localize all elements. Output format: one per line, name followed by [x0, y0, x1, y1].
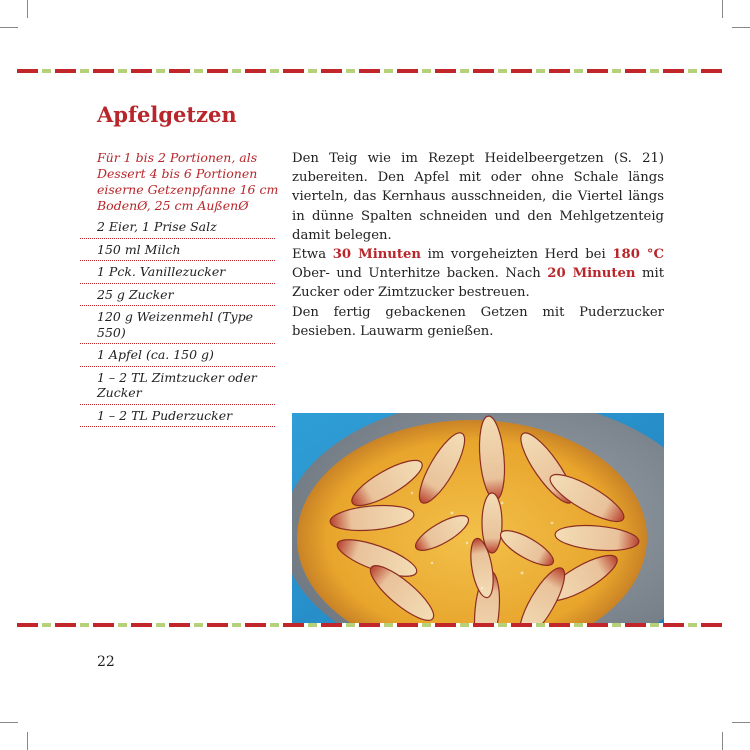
crop-mark [0, 27, 18, 28]
crop-mark [732, 27, 750, 28]
crop-mark [722, 732, 723, 750]
instruction-paragraph [292, 245, 664, 303]
instruction-text: mit Zucker oder Zimtzucker bestreuen. [292, 266, 665, 301]
ingredient-item: 1 Apfel (ca. 150 g) [80, 344, 275, 367]
portion-info: Für 1 bis 2 Portionen, als Dessert 4 bis 6 Portionen eiserne Getzenpfanne 16 cm BodenØ, 25 cm AußenØ [97, 150, 279, 213]
ingredient-item: 2 Eier, 1 Prise Salz [80, 216, 275, 239]
ingredient-item: 1 – 2 TL Puderzucker [80, 405, 275, 428]
crop-mark [27, 732, 28, 750]
bottom-dashed-rule [17, 623, 722, 627]
ingredient-item: 1 – 2 TL Zimtzucker oder Zucker [80, 367, 275, 405]
top-dashed-rule [17, 69, 722, 73]
crop-mark [0, 722, 18, 723]
ingredient-item: 150 ml Milch [80, 239, 275, 262]
baking-temperature: 180 °C [612, 247, 664, 263]
topping-time: 20 Minuten [547, 266, 636, 282]
crop-mark [27, 0, 28, 18]
crop-mark [732, 722, 750, 723]
instruction-paragraph: Den Teig wie im Rezept Heidelbeergetzen (S. 21) zubereiten. Den Apfel mit oder ohne Schale längs vierteln, das Kernhaus ausschneiden, die Viertel längs in dünne Spalten schneiden und den Mehlgetzenteig damit belegen. [292, 151, 664, 243]
instruction-text: Ober- und Unterhitze backen. Nach [292, 266, 548, 282]
instruction-text: im vorgeheizten Herd bei [420, 247, 613, 263]
instruction-paragraph: Den fertig gebackenen Getzen mit Puderzucker besieben. Lauwarm genießen. [292, 304, 664, 339]
dish-photo [292, 413, 664, 623]
ingredient-item: 1 Pck. Vanillezucker [80, 261, 275, 284]
crop-mark [722, 0, 723, 18]
page-title: Apfelgetzen [97, 102, 237, 127]
ingredient-item: 25 g Zucker [80, 284, 275, 307]
ingredient-item: 120 g Weizenmehl (Type 550) [80, 306, 275, 344]
instructions [292, 149, 664, 341]
baking-time: 30 Minuten [332, 247, 421, 263]
ingredient-list [80, 216, 275, 427]
instruction-text: Etwa [292, 247, 333, 263]
page-number: 22 [97, 654, 115, 670]
